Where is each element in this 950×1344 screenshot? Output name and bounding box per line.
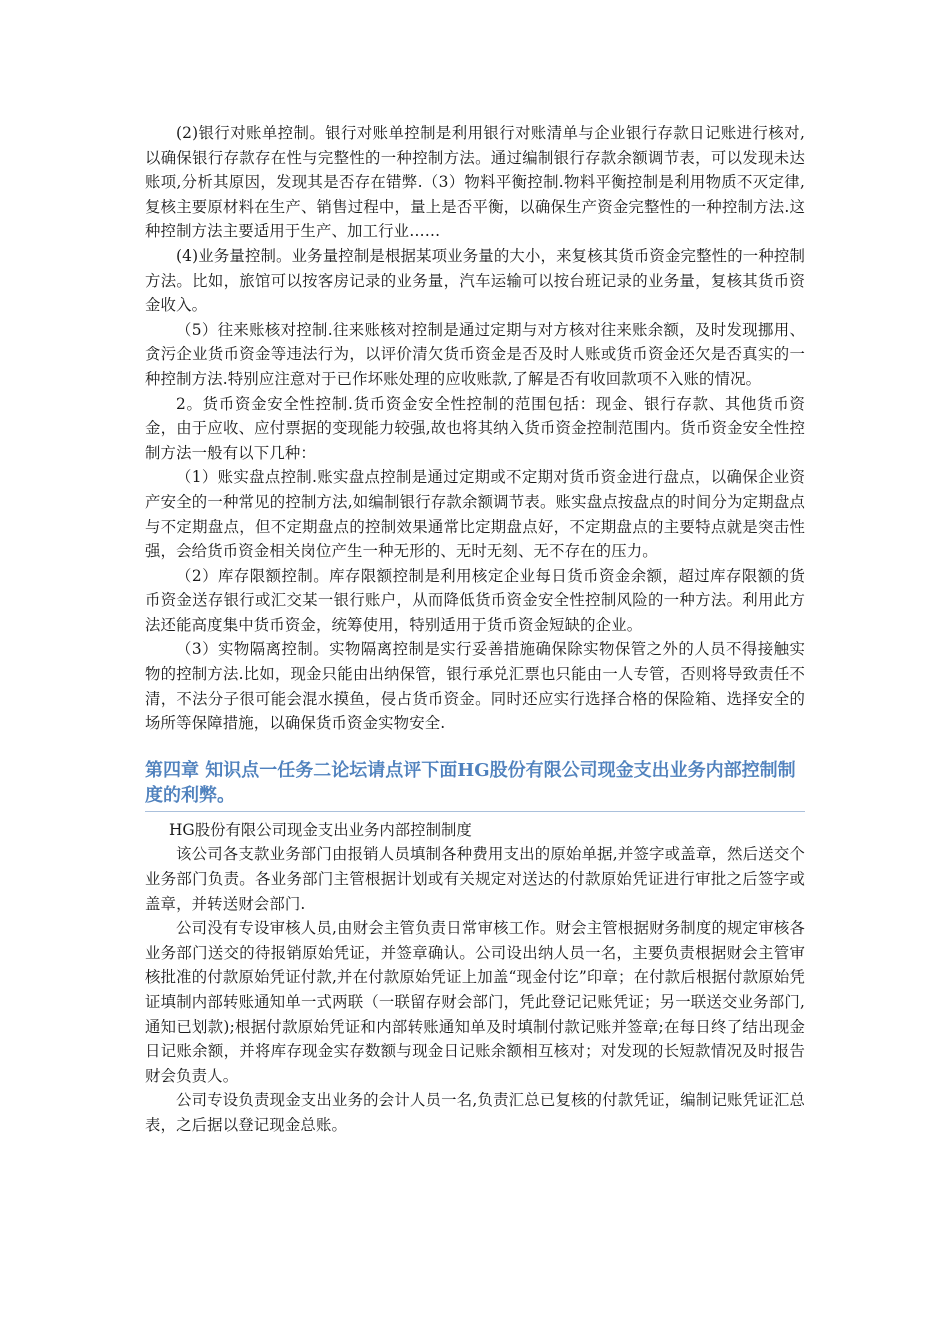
paragraph-volume-control: (4)业务量控制。业务量控制是根据某项业务量的大小，来复核其货币资金完整性的一种控制方法。比如，旅馆可以按客房记录的业务量，汽车运输可以按台班记录的业务量，复核其货币资金收入。	[145, 246, 805, 315]
document-body	[145, 121, 805, 1138]
paragraph-account-reconciliation: （5）往来账核对控制.往来账核对控制是通过定期与对方核对往来账余额，及时发现挪用、贪污企业货币资金等违法行为，以评价清欠货币资金是否及时人账或货币资金还欠是否真实的一种控制方法.特别应注意对于已作坏账处理的应收账款,了解是否有收回款项不入账的情况。	[145, 320, 805, 388]
policy-title: HG股份有限公司现金支出业务内部控制制度	[169, 820, 472, 839]
paragraph-policy-departments: 该公司各支款业务部门由报销人员填制各种费用支出的原始单据,并签字或盖章，然后送交个业务部门负责。各业务部门主管根据计划或有关规定对送达的付款原始凭证进行审批之后签字或盖章，并转送财会部门.	[145, 845, 805, 913]
paragraph-cash-limit: （2）库存限额控制。库存限额控制是利用核定企业每日货币资金余额，超过库存限额的货币资金送存银行或汇交某一银行账户，从而降低货币资金安全性控制风险的一种方法。利用此方法还能高度集中货币资金，统筹使用，特别适用于货币资金短缺的企业。	[145, 566, 805, 634]
chapter-heading-block	[145, 758, 805, 812]
chapter-heading: 第四章 知识点一任务二论坛请点评下面HG股份有限公司现金支出业务内部控制制度的利弊。	[145, 759, 796, 806]
paragraph-policy-accountant: 公司专设负责现金支出业务的会计人员一名,负责汇总已复核的付款凭证，编制记账凭证汇总表，之后据以登记现金总账。	[145, 1091, 805, 1134]
paragraph-inventory-count: （1）账实盘点控制.账实盘点控制是通过定期或不定期对货币资金进行盘点，以确保企业资产安全的一种常见的控制方法,如编制银行存款余额调节表。账实盘点按盘点的时间分为定期盘点与不定期盘点，但不定期盘点的控制效果通常比定期盘点好，不定期盘点的主要特点就是突击性强，会给货币资金相关岗位产生一种无形的、无时无刻、无不存在的压力。	[145, 468, 805, 561]
paragraph-security-control: 2。货币资金安全性控制.货币资金安全性控制的范围包括：现金、银行存款、其他货币资金，由于应收、应付票据的变现能力较强,故也将其纳入货币资金控制范围内。货币资金安全性控制方法一般有以下几种：	[145, 394, 805, 462]
paragraph-bank-statement-control: (2)银行对账单控制。银行对账单控制是利用银行对账清单与企业银行存款日记账进行核对,以确保银行存款存在性与完整性的一种控制方法。通过编制银行存款余额调节表，可以发现未达账项,分析其原因，发现其是否存在错弊.（3）物料平衡控制.物料平衡控制是利用物质不灭定律,复核主要原材料在生产、销售过程中，量上是否平衡，以确保生产资金完整性的一种控制方法.这种控制方法主要适用于生产、加工行业……	[145, 124, 805, 241]
paragraph-physical-separation: （3）实物隔离控制。实物隔离控制是实行妥善措施确保除实物保管之外的人员不得接触实物的控制方法.比如，现金只能由出纳保管，银行承兑汇票也只能由一人专管，否则将导致责任不清，不法分子很可能会混水摸鱼，侵占货币资金。同时还应实行选择合格的保险箱、选择安全的场所等保障措施，以确保货币资金实物安全.	[145, 640, 805, 733]
paragraph-policy-review: 公司没有专设审核人员,由财会主管负责日常审核工作。财会主管根据财务制度的规定审核各业务部门送交的待报销原始凭证，并签章确认。公司设出纳人员一名，主要负责根据财会主管审核批准的付款原始凭证付款,并在付款原始凭证上加盖“现金付讫”印章；在付款后根据付款原始凭证填制内部转账通知单一式两联（一联留存财会部门，凭此登记记账凭证；另一联送交业务部门,通知已划款);根据付款原始凭证和内部转账通知单及时填制付款记账并签章;在每日终了结出现金日记账余额，并将库存现金实存数额与现金日记账余额相互核对；对发现的长短款情况及时报告财会负责人。	[145, 919, 805, 1085]
